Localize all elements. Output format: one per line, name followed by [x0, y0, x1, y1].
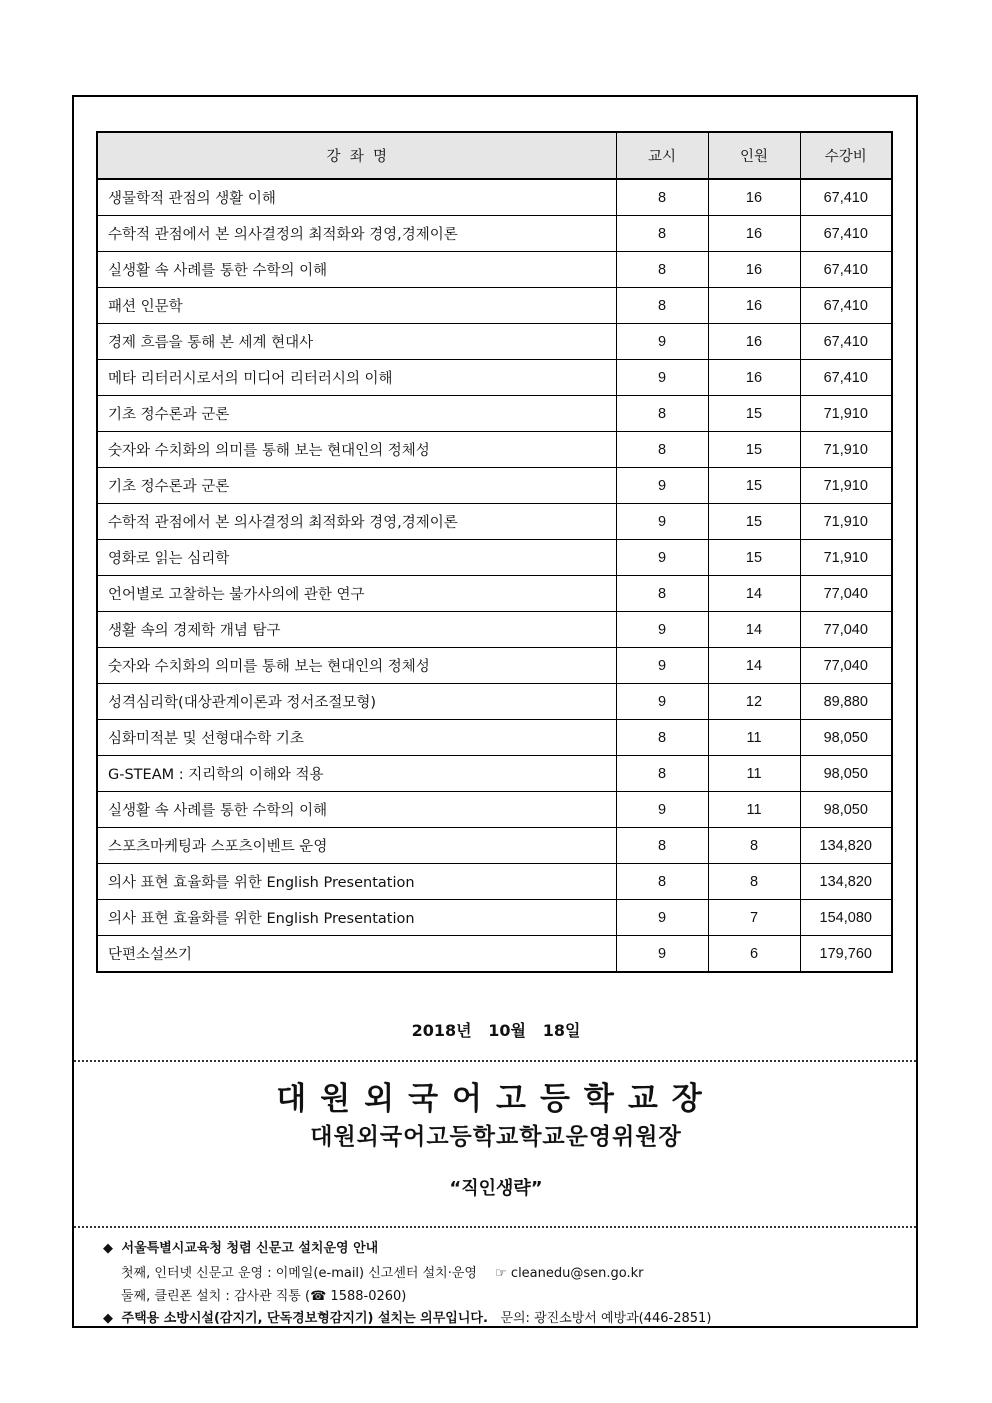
course-fee: 77,040	[800, 648, 892, 684]
table-row	[97, 468, 892, 504]
course-seats: 14	[708, 576, 800, 612]
course-fee: 98,050	[800, 792, 892, 828]
course-seats: 7	[708, 900, 800, 936]
course-period: 9	[616, 504, 708, 540]
diamond-bullet-icon: ◆	[103, 1311, 113, 1326]
phone-number: 1588-0260)	[330, 1289, 407, 1304]
course-seats: 14	[708, 612, 800, 648]
course-seats: 15	[708, 468, 800, 504]
header-period: 교시	[616, 132, 708, 179]
course-seats: 14	[708, 648, 800, 684]
notice-internet-text: 첫째, 인터넷 신문고 운영 : 이메일(e-mail) 신고센터 설치·운영	[121, 1266, 477, 1281]
committee-title: 대원외국어고등학교학교운영위원장	[310, 1124, 682, 1150]
course-fee: 71,910	[800, 468, 892, 504]
course-name: 메타 리터러시로서의 미디어 리터러시의 이해	[97, 360, 616, 396]
course-name: 패션 인문학	[97, 288, 616, 324]
table-row	[97, 179, 892, 216]
course-seats: 6	[708, 936, 800, 973]
course-fee: 67,410	[800, 288, 892, 324]
course-period: 9	[616, 612, 708, 648]
fire-safety-contact: 문의: 광진소방서 예방과(446-2851)	[500, 1311, 712, 1326]
table-row	[97, 360, 892, 396]
course-period: 8	[616, 288, 708, 324]
table-row	[97, 396, 892, 432]
course-period: 8	[616, 576, 708, 612]
table-row	[97, 432, 892, 468]
table-row	[97, 576, 892, 612]
course-period: 8	[616, 432, 708, 468]
course-name: G-STEAM : 지리학의 이해와 적용	[97, 756, 616, 792]
course-seats: 11	[708, 720, 800, 756]
course-period: 9	[616, 360, 708, 396]
course-period: 9	[616, 540, 708, 576]
course-fee: 77,040	[800, 576, 892, 612]
table-row	[97, 792, 892, 828]
notice-heading-text: 서울특별시교육청 청렴 신문고 설치운영 안내	[121, 1241, 379, 1256]
course-name: 숫자와 수치화의 의미를 통해 보는 현대인의 정체성	[97, 648, 616, 684]
course-period: 9	[616, 648, 708, 684]
notice-line-phone	[103, 1285, 406, 1304]
course-fee: 154,080	[800, 900, 892, 936]
course-seats: 15	[708, 432, 800, 468]
course-period: 9	[616, 936, 708, 973]
course-fee: 71,910	[800, 432, 892, 468]
dotted-divider-bottom	[74, 1226, 916, 1228]
course-period: 8	[616, 216, 708, 252]
course-name: 심화미적분 및 선형대수학 기초	[97, 720, 616, 756]
course-fee: 89,880	[800, 684, 892, 720]
course-name: 경제 흐름을 통해 본 세계 현대사	[97, 324, 616, 360]
course-period: 8	[616, 179, 708, 216]
notice-fire-safety	[103, 1307, 711, 1326]
course-seats: 12	[708, 684, 800, 720]
table-row	[97, 828, 892, 864]
course-seats: 16	[708, 360, 800, 396]
course-fee: 67,410	[800, 252, 892, 288]
course-period: 8	[616, 864, 708, 900]
table-header-row	[97, 132, 892, 179]
course-fee: 67,410	[800, 324, 892, 360]
table-row	[97, 288, 892, 324]
course-period: 9	[616, 468, 708, 504]
course-period: 8	[616, 396, 708, 432]
course-name: 수학적 관점에서 본 의사결정의 최적화와 경영,경제이론	[97, 504, 616, 540]
course-period: 8	[616, 720, 708, 756]
table-row	[97, 612, 892, 648]
course-name: 영화로 읽는 심리학	[97, 540, 616, 576]
header-seats: 인원	[708, 132, 800, 179]
notice-phone-text: 둘째, 클린폰 설치 : 감사관 직통 (	[121, 1289, 311, 1304]
course-name: 기초 정수론과 군론	[97, 396, 616, 432]
table-row	[97, 720, 892, 756]
course-fee: 134,820	[800, 828, 892, 864]
course-name: 단편소설쓰기	[97, 936, 616, 973]
course-seats: 8	[708, 864, 800, 900]
header-course-name: 강 좌 명	[97, 132, 616, 179]
table-row	[97, 756, 892, 792]
course-seats: 11	[708, 756, 800, 792]
course-fee: 67,410	[800, 179, 892, 216]
course-fee: 98,050	[800, 756, 892, 792]
fire-safety-text: 주택용 소방시설(감지기, 단독경보형감지기) 설치는 의무입니다.	[121, 1311, 488, 1326]
table-row	[97, 864, 892, 900]
table-row	[97, 504, 892, 540]
table-row	[97, 252, 892, 288]
course-fee: 67,410	[800, 360, 892, 396]
course-period: 9	[616, 792, 708, 828]
course-fee: 98,050	[800, 720, 892, 756]
course-fee: 71,910	[800, 396, 892, 432]
diamond-bullet-icon: ◆	[103, 1241, 113, 1256]
table-row	[97, 936, 892, 973]
course-name: 생물학적 관점의 생활 이해	[97, 179, 616, 216]
principal-title: 대원외국어고등학교장	[276, 1081, 716, 1117]
course-seats: 15	[708, 540, 800, 576]
email-link[interactable]: cleanedu@sen.go.kr	[510, 1266, 644, 1281]
course-name: 성격심리학(대상관계이론과 정서조절모형)	[97, 684, 616, 720]
header-fee: 수강비	[800, 132, 892, 179]
table-row	[97, 684, 892, 720]
course-seats: 11	[708, 792, 800, 828]
course-fee: 71,910	[800, 504, 892, 540]
course-name: 의사 표현 효율화를 위한 English Presentation	[97, 864, 616, 900]
table-row	[97, 324, 892, 360]
course-period: 8	[616, 756, 708, 792]
course-name: 의사 표현 효율화를 위한 English Presentation	[97, 900, 616, 936]
dotted-divider-top	[74, 1060, 916, 1062]
course-seats: 16	[708, 216, 800, 252]
course-fee: 134,820	[800, 864, 892, 900]
course-name: 언어별로 고찰하는 불가사의에 관한 연구	[97, 576, 616, 612]
course-seats: 16	[708, 324, 800, 360]
course-name: 실생활 속 사례를 통한 수학의 이해	[97, 792, 616, 828]
course-fee: 67,410	[800, 216, 892, 252]
table-row	[97, 648, 892, 684]
course-name: 숫자와 수치화의 의미를 통해 보는 현대인의 정체성	[97, 432, 616, 468]
course-name: 기초 정수론과 군론	[97, 468, 616, 504]
seal-omitted-note: “직인생략”	[449, 1178, 543, 1199]
course-period: 8	[616, 828, 708, 864]
course-name: 스포츠마케팅과 스포츠이벤트 운영	[97, 828, 616, 864]
course-seats: 16	[708, 179, 800, 216]
course-period: 9	[616, 324, 708, 360]
course-period: 9	[616, 900, 708, 936]
notice-heading	[103, 1237, 378, 1256]
course-name: 수학적 관점에서 본 의사결정의 최적화와 경영,경제이론	[97, 216, 616, 252]
course-seats: 15	[708, 504, 800, 540]
course-seats: 16	[708, 252, 800, 288]
course-table	[96, 131, 893, 973]
document-date: 2018년 10월 18일	[411, 1021, 581, 1040]
course-name: 실생활 속 사례를 통한 수학의 이해	[97, 252, 616, 288]
table-row	[97, 900, 892, 936]
course-fee: 77,040	[800, 612, 892, 648]
course-seats: 16	[708, 288, 800, 324]
course-period: 9	[616, 684, 708, 720]
course-seats: 15	[708, 396, 800, 432]
telephone-icon: ☎	[310, 1289, 327, 1304]
course-seats: 8	[708, 828, 800, 864]
table-row	[97, 216, 892, 252]
table-row	[97, 540, 892, 576]
course-name: 생활 속의 경제학 개념 탐구	[97, 612, 616, 648]
course-period: 8	[616, 252, 708, 288]
pointing-hand-icon: ☞	[495, 1266, 507, 1281]
notice-line-internet	[103, 1262, 644, 1281]
course-fee: 71,910	[800, 540, 892, 576]
course-fee: 179,760	[800, 936, 892, 973]
